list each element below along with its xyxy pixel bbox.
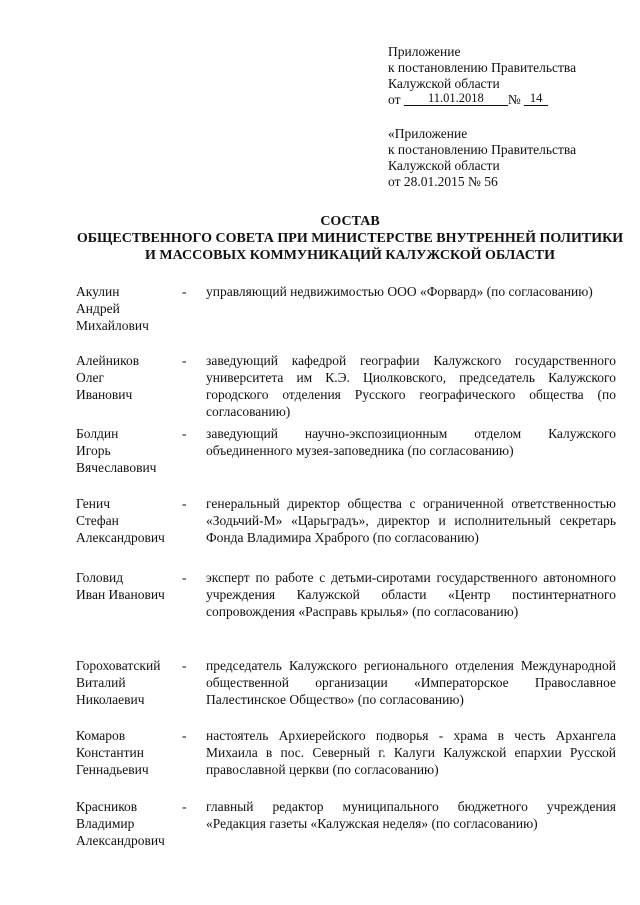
- member-name: [76, 495, 181, 546]
- appendix-line: к постановлению Правительства: [388, 60, 577, 75]
- appendix-line: от 28.01.2015 № 56: [388, 174, 498, 189]
- surname: Гороховатский: [76, 658, 161, 673]
- appendix-line: Калужской области: [388, 158, 500, 173]
- resolution-number: 14: [524, 91, 548, 106]
- member-name: [76, 425, 181, 476]
- first-name: Владимир: [76, 816, 135, 831]
- patronymic: Александрович: [76, 833, 165, 848]
- member-name: [76, 283, 181, 334]
- resolution-date: 11.01.2018: [404, 91, 508, 106]
- dash: -: [182, 496, 187, 511]
- date-number-line: [388, 92, 576, 108]
- date-prefix: от: [388, 92, 401, 107]
- first-name: Виталий: [76, 675, 126, 690]
- member-position: эксперт по работе с детьми-сиротами государственного автономного учреждения Калужской области «Центр постинтернатного сопровождения «Расправь крылья» (по согласованию): [206, 570, 616, 619]
- member-position: заведующий научно-экспозиционным отделом Калужского объединенного музея-заповедника (по согласованию): [206, 426, 616, 458]
- first-name: Иван Иванович: [76, 587, 165, 602]
- first-name: Стефан: [76, 513, 119, 528]
- surname: Алейников: [76, 353, 140, 368]
- dash: -: [182, 799, 187, 814]
- surname: Акулин: [76, 284, 120, 299]
- dash: -: [182, 658, 187, 673]
- first-name: Андрей: [76, 301, 120, 316]
- surname: Болдин: [76, 426, 119, 441]
- member-position: управляющий недвижимостью ООО «Форвард» (по согласованию): [206, 284, 593, 299]
- member-name: [76, 569, 181, 603]
- dash: -: [182, 728, 187, 743]
- number-sign: №: [507, 92, 521, 107]
- appendix-line: Калужской области: [388, 76, 500, 91]
- title-line: СОСТАВ: [320, 214, 380, 229]
- dash: -: [182, 353, 187, 368]
- patronymic: Вячеславович: [76, 460, 157, 475]
- dash: -: [182, 284, 187, 299]
- appendix-header-new: [388, 44, 576, 108]
- member-name: [76, 798, 181, 849]
- patronymic: Михайлович: [76, 318, 149, 333]
- member-position: настоятель Архиерейского подворья - храма в честь Архангела Михаила в пос. Северный г. Калуги Калужской епархии Русской православной церкви (по согласованию): [206, 728, 616, 777]
- title-line: ОБЩЕСТВЕННОГО СОВЕТА ПРИ МИНИСТЕРСТВЕ ВНУТРЕННЕЙ ПОЛИТИКИ: [76, 231, 624, 246]
- patronymic: Николаевич: [76, 692, 145, 707]
- patronymic: Александрович: [76, 530, 165, 545]
- dash: -: [182, 426, 187, 441]
- first-name: Олег: [76, 370, 105, 385]
- member-position: генеральный директор общества с ограниченной ответственностью «Зодьчий-М» «Царьградъ», директор и исполнительный секретарь Фонда Владимира Храброго (по согласованию): [206, 496, 616, 545]
- member-name: [76, 657, 181, 708]
- member-position: заведующий кафедрой географии Калужского государственного университета им К.Э. Циолковского, председатель Калужского городского отделения Русского географического общества (по согласованию): [206, 353, 616, 419]
- patronymic: Иванович: [76, 387, 133, 402]
- appendix-header-old: [388, 126, 576, 190]
- first-name: Константин: [76, 745, 144, 760]
- member-name: [76, 352, 181, 403]
- surname: Комаров: [76, 728, 126, 743]
- dash: -: [182, 570, 187, 585]
- member-name: [76, 727, 181, 778]
- patronymic: Геннадьевич: [76, 762, 149, 777]
- document-title: [60, 213, 640, 264]
- surname: Головид: [76, 570, 124, 585]
- member-position: главный редактор муниципального бюджетного учреждения «Редакция газеты «Калужская неделя» (по согласованию): [206, 799, 616, 831]
- member-position: председатель Калужского регионального отделения Международной общественной организации «Императорское Православное Палестинское Общество» (по согласованию): [206, 658, 616, 707]
- first-name: Игорь: [76, 443, 111, 458]
- appendix-line: Приложение: [388, 44, 461, 59]
- surname: Красников: [76, 799, 138, 814]
- appendix-line: к постановлению Правительства: [388, 142, 577, 157]
- title-line: И МАССОВЫХ КОММУНИКАЦИЙ КАЛУЖСКОЙ ОБЛАСТИ: [144, 248, 556, 263]
- appendix-line: «Приложение: [388, 126, 468, 141]
- surname: Генич: [76, 496, 111, 511]
